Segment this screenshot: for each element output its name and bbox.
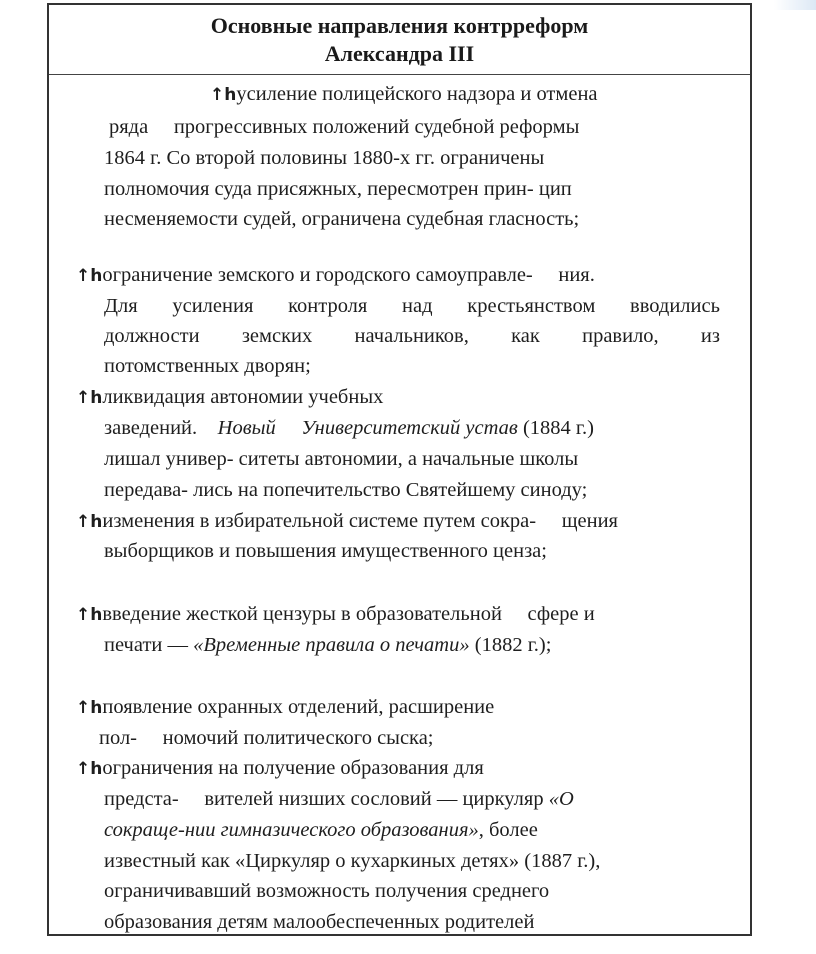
table-frame [47, 3, 752, 936]
italic-title: «Временные правила о печати» [193, 634, 470, 656]
list-item-line: выборщиков и повышения имущественного ценза; [104, 540, 547, 562]
word: усиления [172, 295, 254, 317]
list-item-line [104, 291, 720, 321]
list-item-line: ряда прогрессивных положений судебной реформы [109, 116, 580, 138]
arrow-marker-icon: ↑h [76, 698, 103, 718]
list-item-line: сокраще-нии гимназического образования», более [104, 819, 538, 841]
word: контроля [288, 295, 368, 317]
word: Для [104, 295, 138, 317]
list-item-line: полномочия суда присяжных, пересмотрен прин- цип [104, 178, 572, 200]
italic-title: «О [548, 788, 574, 810]
word: из [700, 325, 720, 347]
word: правило, [582, 325, 659, 347]
list-item-line: ↑hизменения в избирательной системе путем сокра- щения [76, 510, 618, 532]
list-item-line [104, 321, 720, 351]
list-item-line: пол- номочий политического сыска; [99, 727, 434, 749]
list-item-line: ↑hограничения на получение образования для [76, 757, 484, 779]
list-item-line: известный как «Циркуляр о кухаркиных детях» (1887 г.), [104, 850, 601, 872]
corner-decoration [774, 0, 816, 10]
word: как [511, 325, 540, 347]
word: вводились [630, 295, 720, 317]
arrow-marker-icon: ↑h [76, 605, 103, 625]
list-item-line: ↑hограничение земского и городского самоуправле- ния. [76, 264, 595, 286]
word: должности [104, 325, 200, 347]
table-header [49, 5, 750, 75]
italic-title: сокраще-нии гимназического образования» [104, 819, 479, 841]
word: крестьянством [467, 295, 596, 317]
title-line-1: Основные направления контрреформ [210, 12, 589, 38]
arrow-marker-icon: ↑h [210, 85, 237, 105]
title-line-2: Александра III [324, 40, 475, 66]
list-item-line: несменяемости судей, ограничена судебная гласность; [104, 208, 580, 230]
list-item-line: заведений. Новый Университетский устав (1884 г.) [104, 417, 594, 439]
list-item-line: ↑hликвидация автономии учебных [76, 386, 384, 408]
list-item-line: лишал универ- ситеты автономии, а начальные школы [104, 448, 579, 470]
list-item-line: передава- лись на попечительство Святейшему синоду; [104, 479, 588, 501]
list-item-line: образования детям малообеспеченных родителей [104, 911, 535, 933]
list-item-line: печати — «Временные правила о печати» (1882 г.); [104, 634, 552, 656]
list-item-line: предста- вителей низших сословий — циркуляр «О [104, 788, 574, 810]
list-item-line: ↑hвведение жесткой цензуры в образовательной сфере и [76, 603, 595, 625]
list-item-line: потомственных дворян; [104, 355, 311, 377]
arrow-marker-icon: ↑h [76, 388, 103, 408]
list-item-line: 1864 г. Со второй половины 1880-х гг. ограничены [104, 147, 545, 169]
arrow-marker-icon: ↑h [76, 266, 103, 286]
italic-title: Новый Университетский устав [217, 417, 518, 439]
word: над [402, 295, 433, 317]
list-item-line: ↑hусиление полицейского надзора и отмена [210, 83, 598, 105]
word: начальников, [354, 325, 469, 347]
word: земских [241, 325, 313, 347]
list-item-line: ↑hпоявление охранных отделений, расширение [76, 696, 495, 718]
arrow-marker-icon: ↑h [76, 512, 103, 532]
list-item-line: ограничивавший возможность получения среднего [104, 880, 550, 902]
arrow-marker-icon: ↑h [76, 759, 103, 779]
